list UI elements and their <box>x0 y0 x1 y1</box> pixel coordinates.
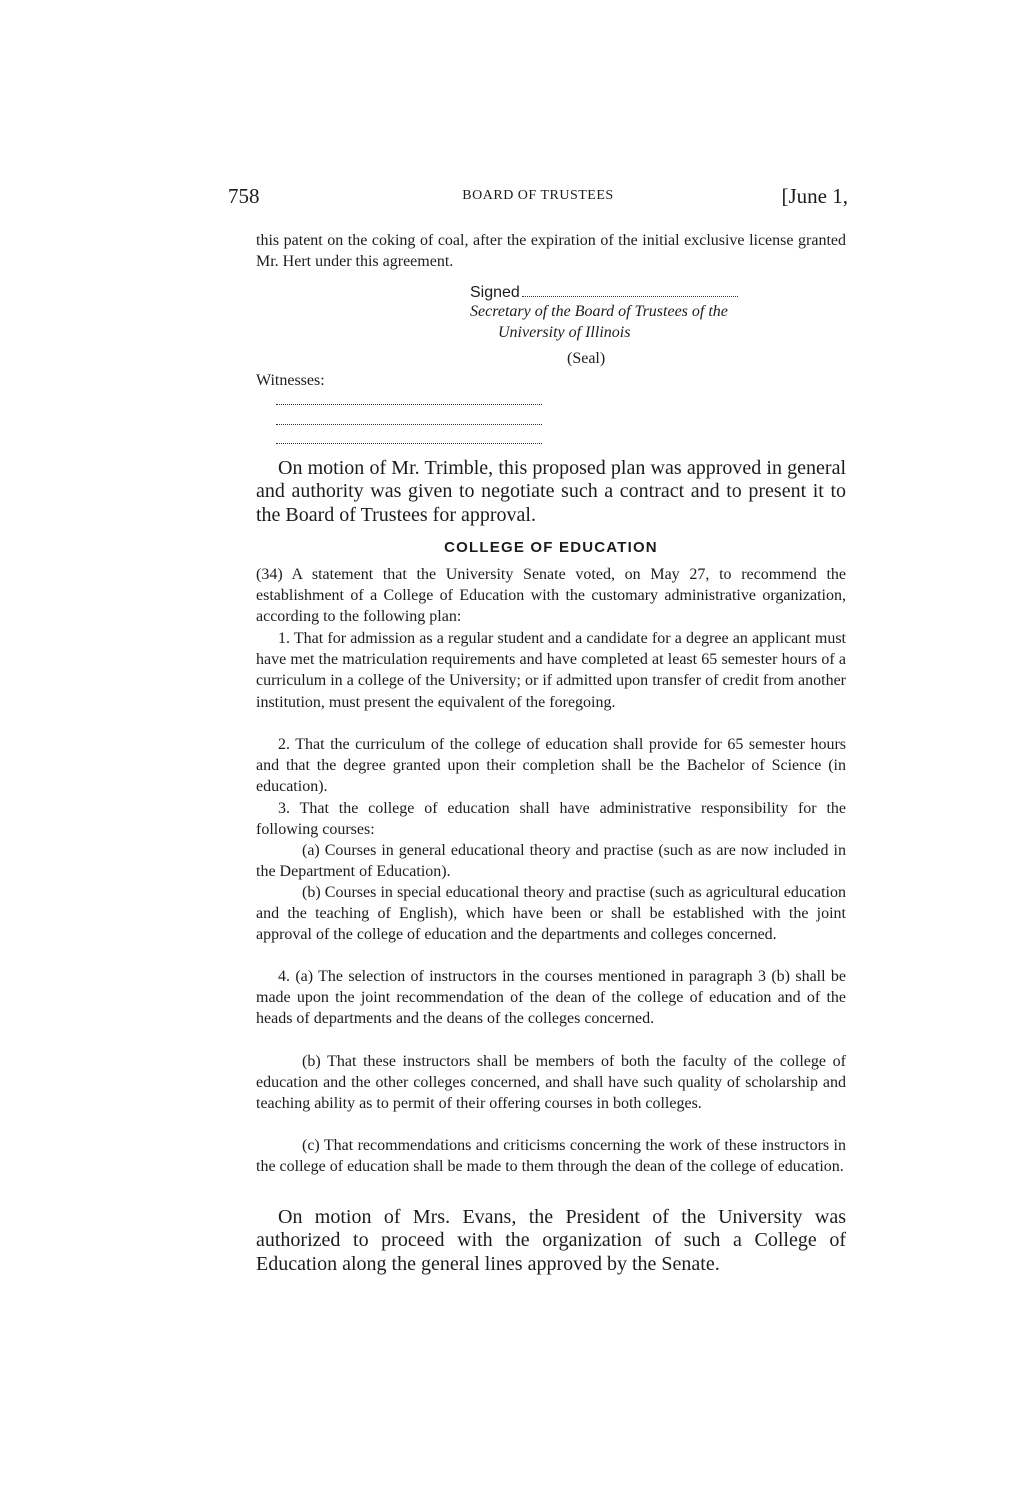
secretary-title-line2: University of Illinois <box>498 323 631 341</box>
motion-evans-paragraph: On motion of Mrs. Evans, the President of the University was authorized to proceed with the organization of such a College of Education along the general lines approved by the Senate. <box>256 1206 846 1275</box>
plan-item-4c: (c) That recommendations and criticisms concerning the work of these instructors in the college of education shall be made to them through the dean of the college of education. <box>256 1137 846 1176</box>
plan-item-3a: (a) Courses in general educational theory and practise (such as are now included in the Department of Education). <box>256 842 846 881</box>
plan-item-3b: (b) Courses in special educational theory and practise (such as agricultural education and the teaching of English), which have been or shall be established with the joint approval of the college of education and the departments and colleges concerned. <box>256 884 846 944</box>
witness-line <box>276 443 542 444</box>
plan-item-3: 3. That the college of education shall have administrative responsibility for the following courses: <box>256 800 846 839</box>
plan-item-2: 2. That the curriculum of the college of education shall provide for 65 semester hours and that the degree granted upon their completion shall be the Bachelor of Science (in education). <box>256 736 846 796</box>
witness-line <box>276 404 542 405</box>
page-number: 758 <box>228 184 260 208</box>
signature-line <box>522 284 738 297</box>
signature-block <box>470 284 850 343</box>
carryover-paragraph: this patent on the coking of coal, after the expiration of the initial exclusive license granted Mr. Hert under this agreement. <box>256 232 846 271</box>
witnesses-label: Witnesses: <box>256 372 325 389</box>
plan-item-1: 1. That for admission as a regular student and a candidate for a degree an applicant must have met the matriculation requirements and have completed at least 65 semester hours of a curriculum in a college of the University; or if admitted upon transfer of credit from another institution, must present the equivalent of the foregoing. <box>256 630 846 711</box>
plan-item-4b: (b) That these instructors shall be members of both the faculty of the college of education and the other colleges concerned, and shall have such quality of scholarship and teaching ability as to permit of their offering courses in both colleges. <box>256 1053 846 1113</box>
section-heading: COLLEGE OF EDUCATION <box>444 539 658 556</box>
page-header <box>228 184 848 212</box>
running-head: BOARD OF TRUSTEES <box>462 188 614 203</box>
intro-paragraph: (34) A statement that the University Senate voted, on May 27, to recommend the establishment of a College of Education with the customary administrative organization, according to the following plan: <box>256 566 846 626</box>
secretary-title-line1: Secretary of the Board of Trustees of the <box>470 303 728 320</box>
seal-label: (Seal) <box>567 350 606 367</box>
signed-label: Signed <box>470 284 520 301</box>
header-date: [June 1, <box>781 184 848 208</box>
motion-trimble-paragraph: On motion of Mr. Trimble, this proposed plan was approved in general and authority was given to negotiate such a contract and to present it to the Board of Trustees for approval. <box>256 457 846 526</box>
witness-line <box>276 424 542 425</box>
plan-item-4a: 4. (a) The selection of instructors in the courses mentioned in paragraph 3 (b) shall be made upon the joint recommendation of the dean of the college of education and of the heads of departments and the deans of the colleges concerned. <box>256 968 846 1028</box>
secretary-title <box>470 302 850 343</box>
